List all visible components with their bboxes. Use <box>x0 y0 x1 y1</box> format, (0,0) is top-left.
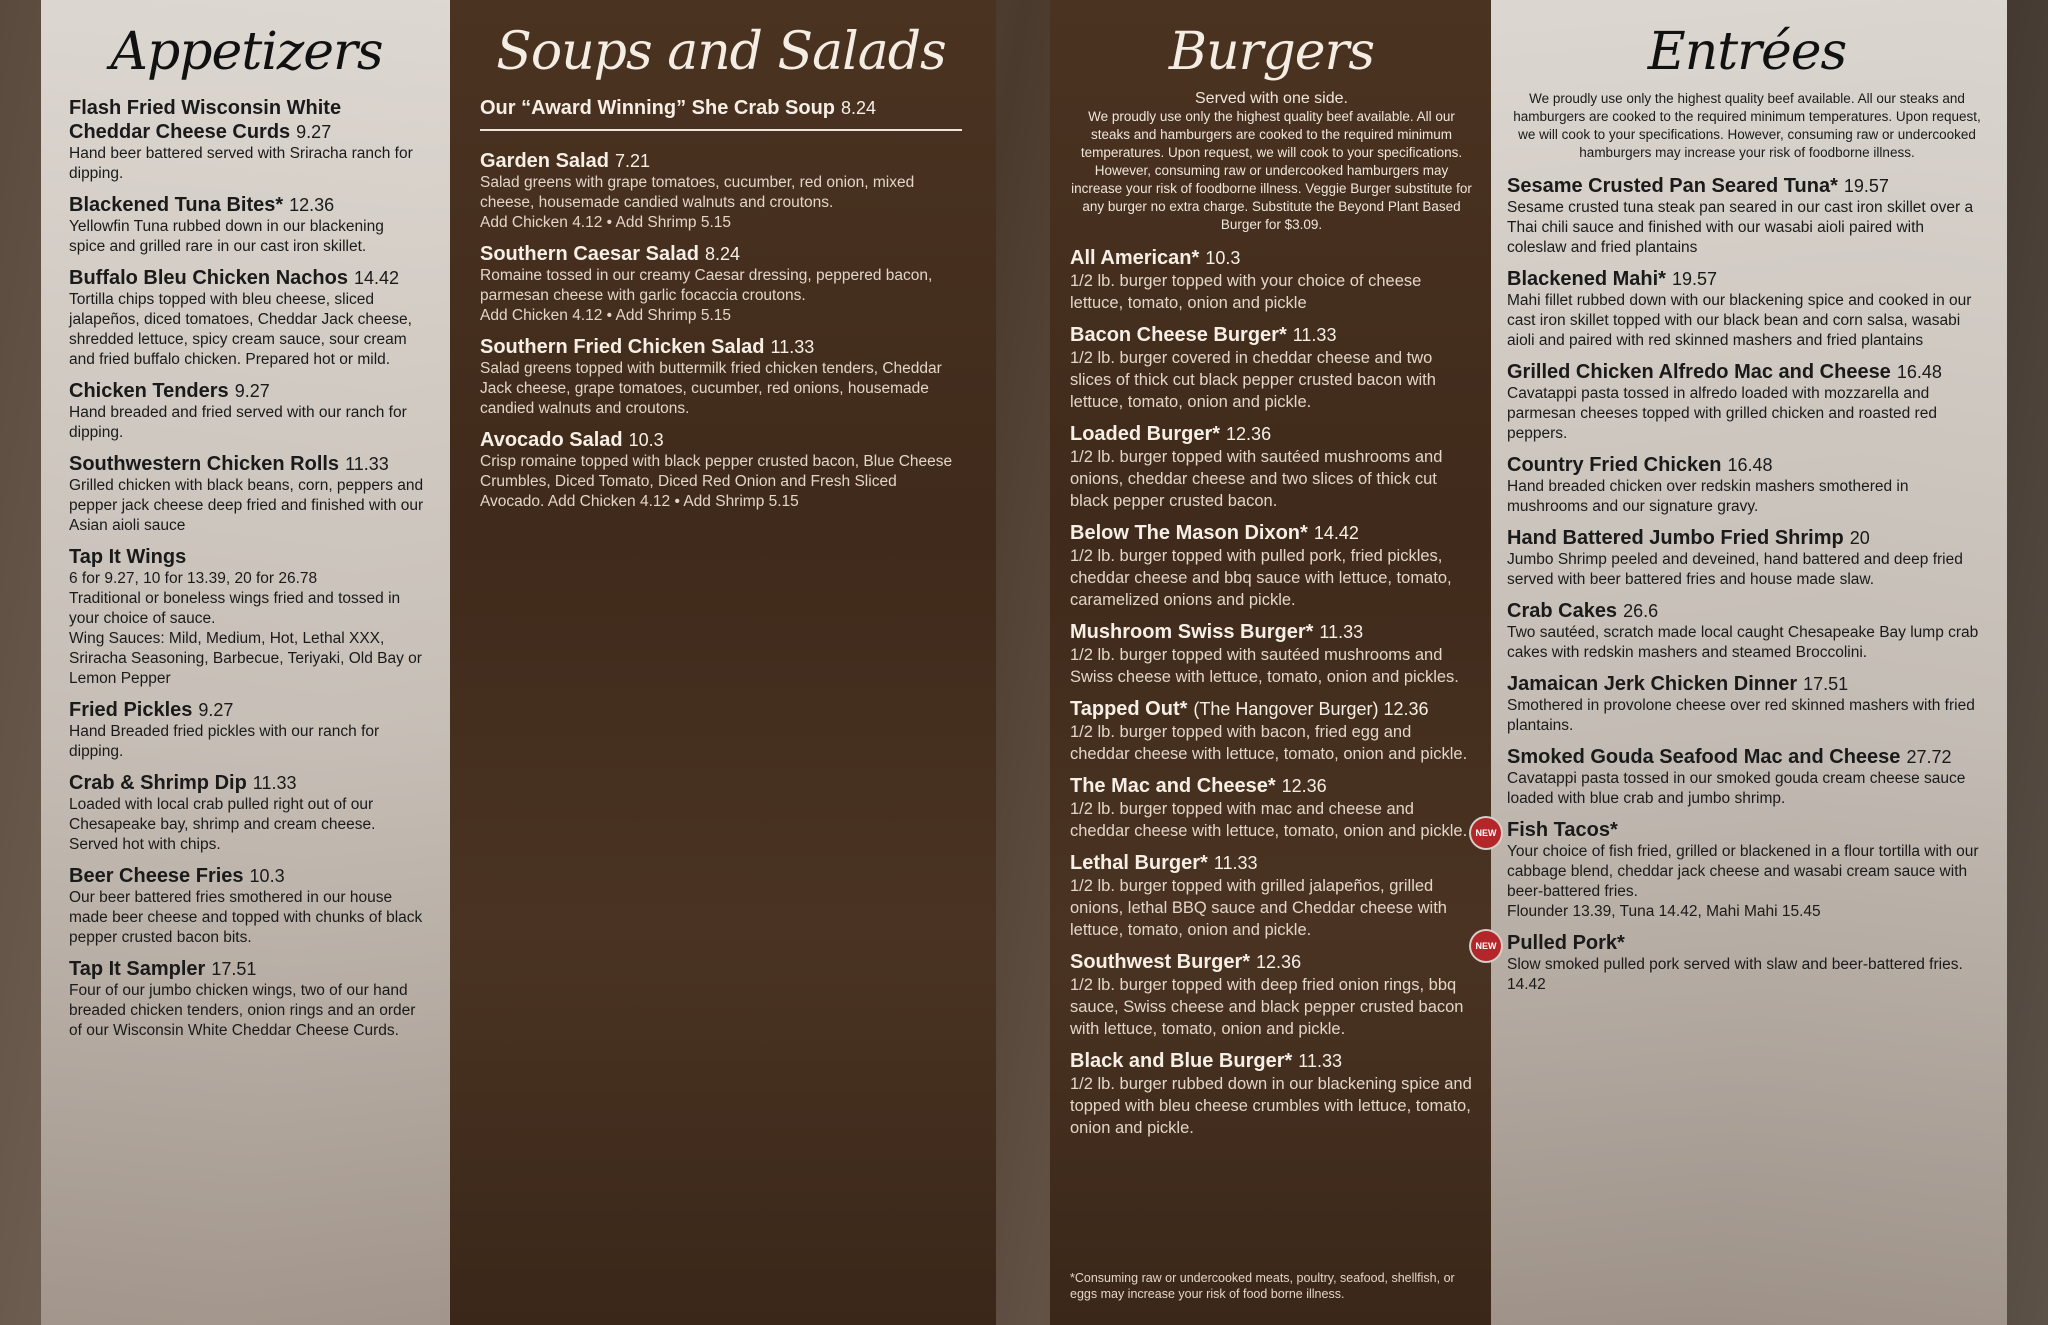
item-description: Sesame crusted tuna steak pan seared in our cast iron skillet over a Thai chili sauce and finished with our wasabi aioli paired with coleslaw and fried plantains <box>1507 199 1974 256</box>
burgers-column <box>1050 0 1491 1325</box>
entrees-title: Entrées <box>1647 22 1847 82</box>
item-description: Hand Breaded fried pickles with our ranch for dipping. <box>69 723 380 760</box>
item-name: Hand Battered Jumbo Fried Shrimp <box>1507 527 1844 549</box>
item-name: Fried Pickles <box>69 699 193 721</box>
soups-salads-list <box>480 149 962 512</box>
item-name: Mushroom Swiss Burger* <box>1070 621 1314 643</box>
food-safety-note: *Consuming raw or undercooked meats, poultry, seafood, shellfish, or eggs may increase your risk of food borne illness. <box>1070 1271 1455 1301</box>
menu-item <box>1507 267 1987 351</box>
item-description: Four of our jumbo chicken wings, two of our hand breaded chicken tenders, onion rings and an order of our Wisconsin White Cheddar Cheese Curds. <box>69 982 416 1039</box>
item-price: 9.27 <box>198 700 234 720</box>
menu-item <box>69 957 424 1041</box>
item-description: 1/2 lb. burger topped with your choice of cheese lettuce, tomato, onion and pickle <box>1070 272 1422 312</box>
item-price: 10.3 <box>249 866 285 886</box>
item-price: 19.57 <box>1843 176 1889 196</box>
burgers-intro-text: We proudly use only the highest quality beef available. All our steaks and hamburgers are cooked to the required minimum temperatures. Upon request, we will cook to your specifications. However, consuming raw or undercooked hamburgers may increase your risk of foodborne illness. Veggie Burger substitute for any burger no extra charge. Substitute the Beyond Plant Based Burger for $3.09. <box>1071 109 1472 232</box>
item-description: Your choice of fish fried, grilled or blackened in a flour tortilla with our cabbage blend, cheddar jack cheese and wasabi cream sauce with beer-battered fries. Flounder 13.39, Tuna 14.42, Mahi Mahi 15.45 <box>1507 843 1979 920</box>
menu-item <box>1507 360 1987 444</box>
item-name: Blackened Mahi* <box>1507 268 1666 290</box>
item-price: 9.27 <box>234 381 270 401</box>
item-price: 11.33 <box>252 773 297 793</box>
item-description: Tortilla chips topped with bleu cheese, sliced jalapeños, diced tomatoes, Cheddar Jack cheese, shredded lettuce, spicy cream sauce, sour cream and fried buffalo chicken. Prepared hot or mild. <box>69 291 412 368</box>
item-name: Tap It Sampler <box>69 958 206 980</box>
menu-item <box>69 545 424 689</box>
menu-item <box>1507 599 1987 663</box>
item-name: All American* <box>1070 247 1200 269</box>
item-name: Southern Caesar Salad <box>480 243 699 265</box>
new-badge: NEW <box>1471 818 1501 848</box>
item-description: 1/2 lb. burger rubbed down in our blackening spice and topped with bleu cheese crumbles with lettuce, tomato, onion and pickle. <box>1070 1075 1472 1137</box>
menu-item <box>69 864 424 948</box>
soups-salads-title: Soups and Salads <box>496 22 946 82</box>
item-price: 14.42 <box>353 268 399 288</box>
menu-item <box>1070 697 1473 765</box>
item-price: 12.36 <box>289 195 335 215</box>
item-price: 8.24 <box>704 244 741 264</box>
soups-salads-column <box>450 0 996 1325</box>
entrees-intro: We proudly use only the highest quality beef available. All our steaks and hamburgers are cooked to the required minimum temperatures. Upon request, we will cook to your specifications. However, consuming raw or undercooked hamburgers may increase your risk of foodborne illness. <box>1513 91 1981 160</box>
menu-item <box>480 335 962 419</box>
item-name: Crab Cakes <box>1507 600 1618 622</box>
item-price: 16.48 <box>1727 455 1773 475</box>
item-price: 11.33 <box>1292 325 1337 345</box>
appetizers-column <box>41 0 450 1325</box>
appetizers-list <box>69 96 424 1041</box>
item-description: Jumbo Shrimp peeled and deveined, hand battered and deep fried served with beer battered fries and house made slaw. <box>1507 551 1963 588</box>
item-description: Loaded with local crab pulled right out of our Chesapeake bay, shrimp and cream cheese. Served hot with chips. <box>69 796 376 853</box>
item-description: Smothered in provolone cheese over red skinned mashers with fried plantains. <box>1507 697 1975 734</box>
menu-item <box>69 452 424 536</box>
item-name: Avocado Salad <box>480 429 623 451</box>
menu-item <box>69 193 424 257</box>
menu-item <box>1070 323 1473 413</box>
item-name: The Mac and Cheese* <box>1070 775 1276 797</box>
item-description: Crisp romaine topped with black pepper crusted bacon, Blue Cheese Crumbles, Diced Tomato, Diced Red Onion and Fresh Sliced Avocado. Add Chicken 4.12 • Add Shrimp 5.15 <box>480 453 953 510</box>
menu-item <box>1070 422 1473 512</box>
item-description: 6 for 9.27, 10 for 13.39, 20 for 26.78 Traditional or boneless wings fried and tossed in your choice of sauce. Wing Sauces: Mild, Medium, Hot, Lethal XXX, Sriracha Seasoning, Barbecue, Teriyaki, Old Bay or Lemon Pepper <box>69 570 422 687</box>
item-description: Hand breaded chicken over redskin mashers smothered in mushrooms and our signature gravy. <box>1507 478 1909 515</box>
entrees-column <box>1475 0 2007 1325</box>
item-description: Hand breaded and fried served with our ranch for dipping. <box>69 404 407 441</box>
item-name: Sesame Crusted Pan Seared Tuna* <box>1507 175 1838 197</box>
menu-item <box>1070 1049 1473 1139</box>
item-description: Two sautéed, scratch made local caught Chesapeake Bay lump crab cakes with redskin mashers and steamed Broccolini. <box>1507 624 1979 661</box>
item-name: Grilled Chicken Alfredo Mac and Cheese <box>1507 361 1891 383</box>
item-price: 11.33 <box>1213 853 1258 873</box>
burgers-title: Burgers <box>1168 22 1375 82</box>
menu-item <box>1070 950 1473 1040</box>
burgers-intro-lead: Served with one side. <box>1195 90 1348 107</box>
item-name: Jamaican Jerk Chicken Dinner <box>1507 673 1798 695</box>
item-price: 12.36 <box>1281 776 1327 796</box>
menu-item <box>69 771 424 855</box>
item-price: 11.33 <box>770 337 815 357</box>
item-description: 1/2 lb. burger topped with sautéed mushrooms and onions, cheddar cheese and two slices of thick cut black pepper crusted bacon. <box>1070 448 1443 510</box>
entrees-list <box>1475 174 1987 995</box>
item-description: Slow smoked pulled pork served with slaw and beer-battered fries. 14.42 <box>1507 956 1963 993</box>
item-name: Below The Mason Dixon* <box>1070 522 1308 544</box>
divider <box>480 129 962 131</box>
item-price: 11.33 <box>345 454 389 474</box>
item-description: 1/2 lb. burger topped with mac and cheese and cheddar cheese with lettuce, tomato, onion and pickle. <box>1070 800 1468 840</box>
item-description: Our beer battered fries smothered in our house made beer cheese and topped with chunks of black pepper crusted bacon bits. <box>69 889 423 946</box>
item-price: 7.21 <box>614 151 650 171</box>
menu-item <box>69 698 424 762</box>
item-name: Buffalo Bleu Chicken Nachos <box>69 267 348 289</box>
menu-item <box>1507 745 1987 809</box>
item-price: 12.36 <box>1256 952 1302 972</box>
item-description: Grilled chicken with black beans, corn, peppers and pepper jack cheese deep fried and finished with our Asian aioli sauce <box>69 477 424 534</box>
menu-item <box>69 96 424 184</box>
item-name: Tapped Out* <box>1070 698 1188 720</box>
menu-item <box>480 242 962 326</box>
item-name: Bacon Cheese Burger* <box>1070 324 1287 346</box>
item-price: 8.24 <box>841 98 877 118</box>
item-name: Southern Fried Chicken Salad <box>480 336 765 358</box>
menu-item <box>1507 453 1987 517</box>
item-name: Black and Blue Burger* <box>1070 1050 1293 1072</box>
item-price: (The Hangover Burger) 12.36 <box>1193 699 1429 719</box>
item-description: Hand beer battered served with Sriracha ranch for dipping. <box>69 145 413 182</box>
item-description: 1/2 lb. burger topped with pulled pork, fried pickles, cheddar cheese and bbq sauce with lettuce, tomato, caramelized onions and pickle. <box>1070 547 1452 609</box>
item-description: Mahi fillet rubbed down with our blackening spice and cooked in our cast iron skillet topped with our black bean and corn salsa, wasabi aioli and paired with red skinned mashers and fried plantains <box>1507 292 1972 349</box>
menu-item <box>1475 818 1987 922</box>
featured-item <box>480 96 962 120</box>
item-name: Tap It Wings <box>69 546 187 568</box>
menu-item <box>69 379 424 443</box>
item-name: Chicken Tenders <box>69 380 229 402</box>
menu-item <box>1070 246 1473 314</box>
item-name: Smoked Gouda Seafood Mac and Cheese <box>1507 746 1901 768</box>
menu-item <box>1507 526 1987 590</box>
menu-item <box>1475 931 1987 995</box>
item-description: Yellowfin Tuna rubbed down in our blackening spice and grilled rare in our cast iron skillet. <box>69 218 384 255</box>
item-name: Loaded Burger* <box>1070 423 1221 445</box>
item-name: Southwest Burger* <box>1070 951 1251 973</box>
menu-item <box>1070 851 1473 941</box>
burgers-list <box>1070 246 1473 1139</box>
menu-item <box>1507 672 1987 736</box>
item-price: 27.72 <box>1906 747 1952 767</box>
item-description: Cavatappi pasta tossed in alfredo loaded with mozzarella and parmesan cheeses topped with grilled chicken and roasted red peppers. <box>1507 385 1937 442</box>
item-description: 1/2 lb. burger topped with bacon, fried egg and cheddar cheese with lettuce, tomato, onion and pickle. <box>1070 723 1468 763</box>
item-price: 11.33 <box>1319 622 1364 642</box>
menu-item <box>1070 774 1473 842</box>
item-description: Cavatappi pasta tossed in our smoked gouda cream cheese sauce loaded with blue crab and jumbo shrimp. <box>1507 770 1966 807</box>
menu-item <box>480 428 962 512</box>
menu-item <box>1507 174 1987 258</box>
item-name: Blackened Tuna Bites* <box>69 194 284 216</box>
menu-item <box>69 266 424 370</box>
menu-item <box>1070 521 1473 611</box>
item-name: Garden Salad <box>480 150 609 172</box>
item-price: 16.48 <box>1896 362 1942 382</box>
menu-item <box>1070 620 1473 688</box>
item-name: Country Fried Chicken <box>1507 454 1722 476</box>
item-description: 1/2 lb. burger topped with grilled jalapeños, grilled onions, lethal BBQ sauce and Cheddar cheese with lettuce, tomato, onion and pickle. <box>1070 877 1447 939</box>
item-name: Our “Award Winning” She Crab Soup <box>480 97 836 119</box>
item-price: 17.51 <box>211 959 257 979</box>
item-price: 26.6 <box>1623 601 1659 621</box>
item-price: 14.42 <box>1313 523 1359 543</box>
item-name: Pulled Pork* <box>1507 932 1625 954</box>
item-price: 19.57 <box>1671 269 1717 289</box>
item-name: Fish Tacos* <box>1507 819 1618 841</box>
item-price: 11.33 <box>1298 1051 1343 1071</box>
item-description: 1/2 lb. burger topped with sautéed mushrooms and Swiss cheese with lettuce, tomato, onion and pickles. <box>1070 646 1459 686</box>
item-price: 17.51 <box>1803 674 1849 694</box>
item-price: 12.36 <box>1226 424 1272 444</box>
item-name: Crab & Shrimp Dip <box>69 772 247 794</box>
item-description: 1/2 lb. burger topped with deep fried onion rings, bbq sauce, Swiss cheese and black pepper crusted bacon with lettuce, tomato, onion and pickle. <box>1070 976 1464 1038</box>
item-price: 9.27 <box>296 122 332 142</box>
menu-item <box>480 149 962 233</box>
item-price: 10.3 <box>628 430 664 450</box>
burgers-intro <box>1070 90 1473 234</box>
item-price: 10.3 <box>1205 248 1241 268</box>
item-description: Romaine tossed in our creamy Caesar dressing, peppered bacon, parmesan cheese with garlic focaccia croutons. Add Chicken 4.12 • Add Shrimp 5.15 <box>480 267 933 324</box>
item-description: Salad greens topped with buttermilk fried chicken tenders, Cheddar Jack cheese, grape tomatoes, cucumber, red onions, housemade candied walnuts and croutons. <box>480 360 942 417</box>
item-name: Beer Cheese Fries <box>69 865 244 887</box>
item-description: 1/2 lb. burger covered in cheddar cheese and two slices of thick cut black pepper crusted bacon with lettuce, tomato, onion and pickle. <box>1070 349 1436 411</box>
item-description: Salad greens with grape tomatoes, cucumber, red onion, mixed cheese, housemade candied walnuts and croutons. Add Chicken 4.12 • Add Shrimp 5.15 <box>480 174 915 231</box>
item-name: Flash Fried Wisconsin White Cheddar Cheese Curds <box>69 97 342 143</box>
item-name: Southwestern Chicken Rolls <box>69 453 340 475</box>
item-name: Lethal Burger* <box>1070 852 1208 874</box>
new-badge: NEW <box>1471 931 1501 961</box>
appetizers-title: Appetizers <box>110 22 383 82</box>
item-price: 20 <box>1849 528 1870 548</box>
